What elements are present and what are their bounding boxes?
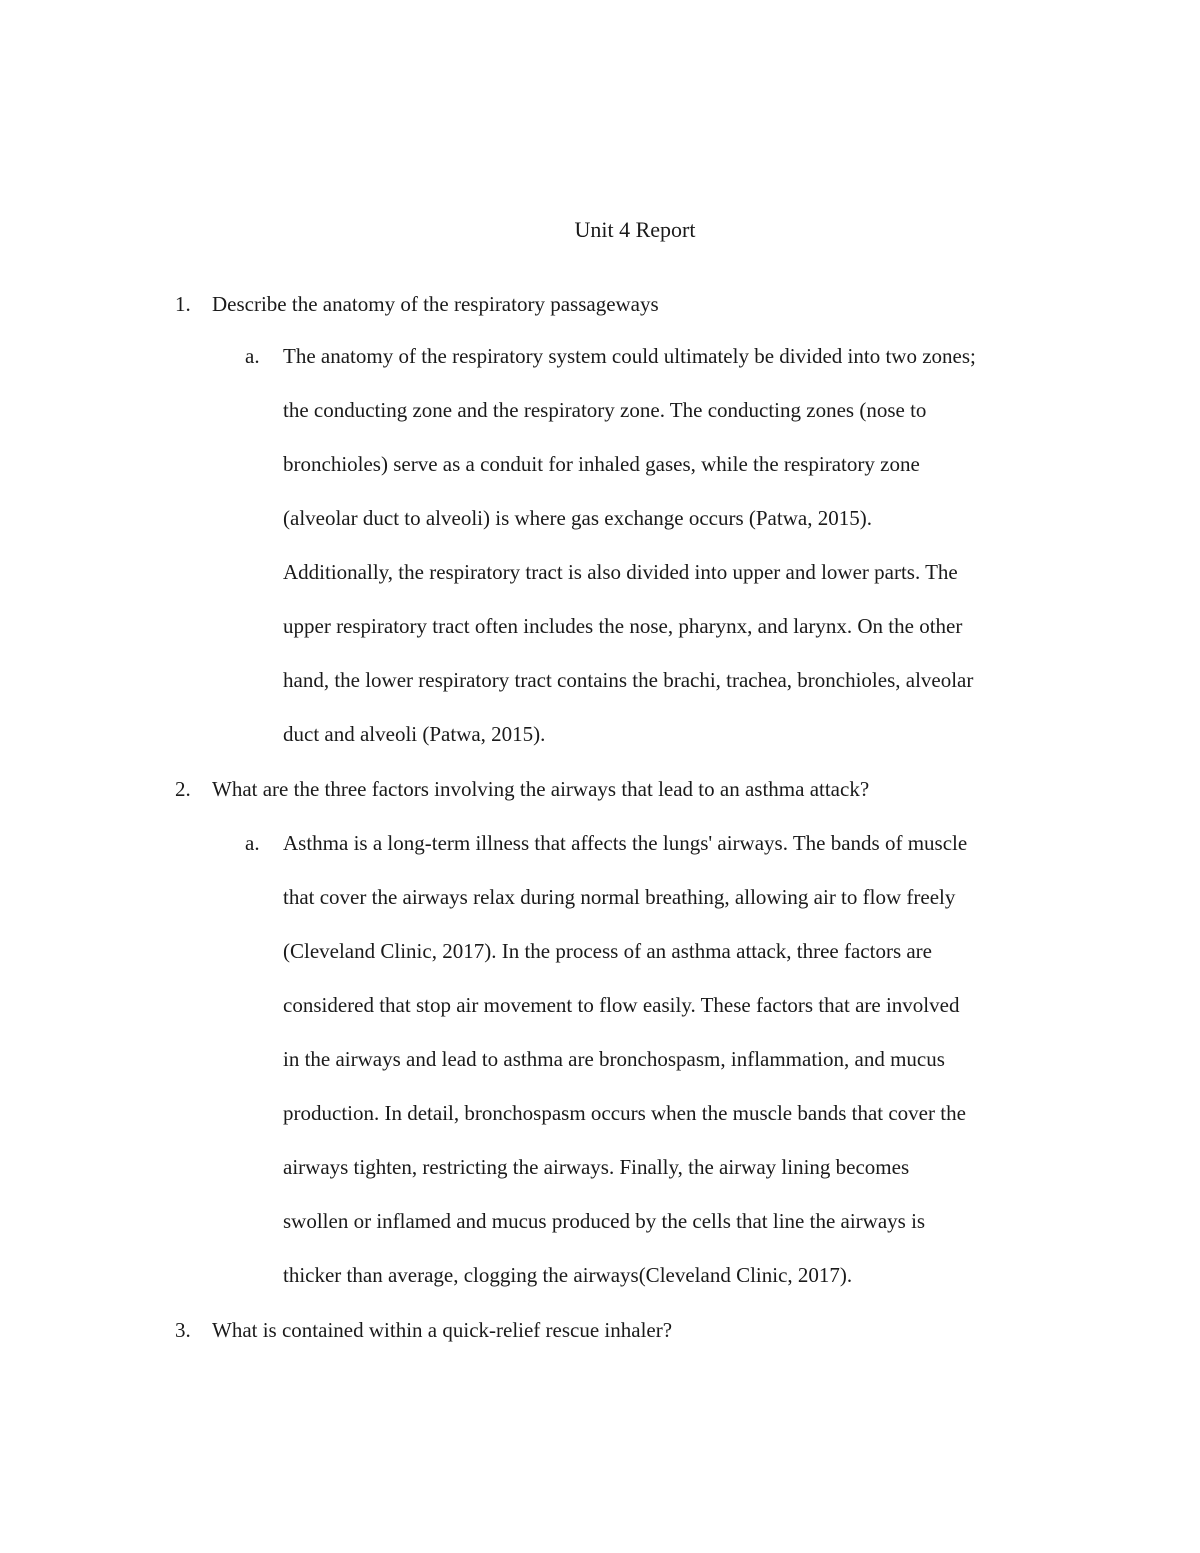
question-text: What is contained within a quick-relief rescue inhaler? bbox=[212, 1318, 673, 1342]
answer-line: (alveolar duct to alveoli) is where gas exchange occurs (Patwa, 2015). bbox=[283, 506, 872, 530]
document-title: Unit 4 Report bbox=[574, 217, 696, 242]
answer-line: production. In detail, bronchospasm occurs when the muscle bands that cover the bbox=[283, 1101, 966, 1125]
answer-line: in the airways and lead to asthma are bronchospasm, inflammation, and mucus bbox=[283, 1047, 945, 1071]
answer-letter: a. bbox=[245, 831, 260, 855]
answer-line: (Cleveland Clinic, 2017). In the process of an asthma attack, three factors are bbox=[283, 939, 933, 963]
answer-line: bronchioles) serve as a conduit for inhaled gases, while the respiratory zone bbox=[283, 452, 920, 476]
question-number: 2. bbox=[175, 777, 191, 801]
answer-line: upper respiratory tract often includes the nose, pharynx, and larynx. On the other bbox=[283, 614, 963, 638]
answer-line: swollen or inflamed and mucus produced by the cells that line the airways is bbox=[283, 1209, 926, 1233]
answer-line: that cover the airways relax during normal breathing, allowing air to flow freely bbox=[283, 885, 956, 909]
answer-line: The anatomy of the respiratory system could ultimately be divided into two zones; bbox=[283, 344, 976, 368]
question-text: Describe the anatomy of the respiratory passageways bbox=[212, 292, 659, 316]
answer-line: airways tighten, restricting the airways. Finally, the airway lining becomes bbox=[283, 1155, 910, 1179]
answer-line: thicker than average, clogging the airways(Cleveland Clinic, 2017). bbox=[283, 1263, 853, 1287]
answer-line: duct and alveoli (Patwa, 2015). bbox=[283, 722, 546, 746]
answer-line: the conducting zone and the respiratory zone. The conducting zones (nose to bbox=[283, 398, 927, 422]
answer-line: Additionally, the respiratory tract is also divided into upper and lower parts. The bbox=[283, 560, 958, 584]
question-number: 1. bbox=[175, 292, 191, 316]
answer-line: hand, the lower respiratory tract contains the brachi, trachea, bronchioles, alveolar bbox=[283, 668, 974, 692]
question-number: 3. bbox=[175, 1318, 191, 1342]
answer-line: considered that stop air movement to flow easily. These factors that are involved bbox=[283, 993, 960, 1017]
answer-line: Asthma is a long-term illness that affects the lungs' airways. The bands of muscle bbox=[283, 831, 968, 855]
question-text: What are the three factors involving the airways that lead to an asthma attack? bbox=[212, 777, 870, 801]
answer-letter: a. bbox=[245, 344, 260, 368]
